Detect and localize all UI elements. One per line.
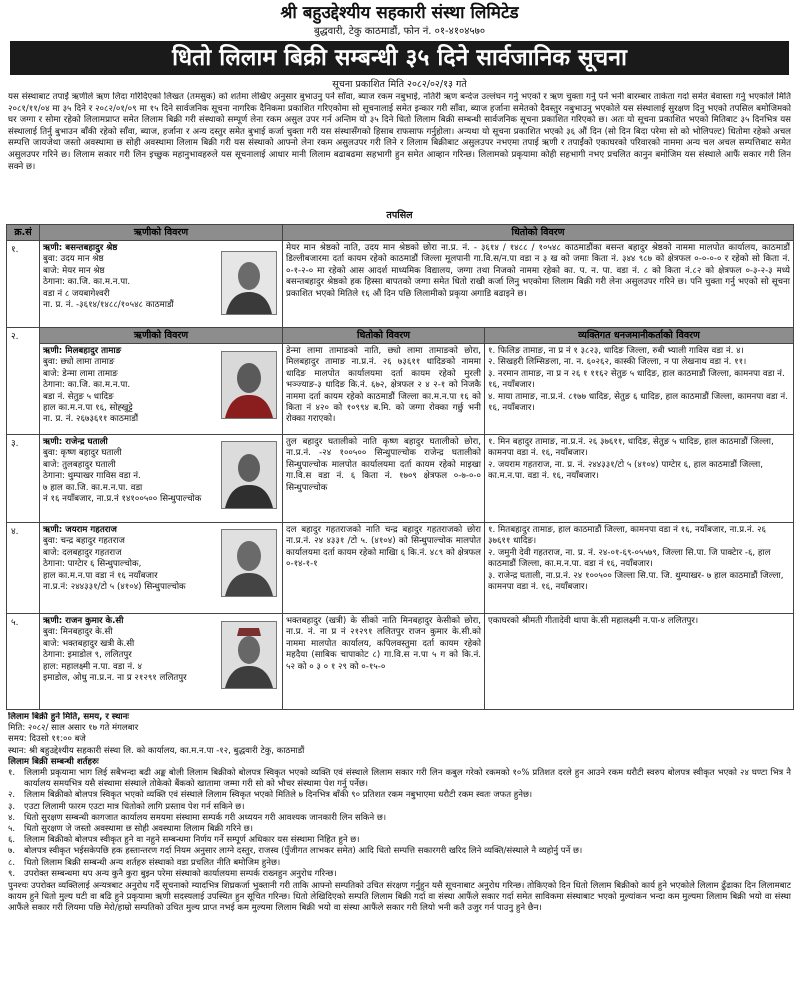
row-2-borrower-photo — [221, 351, 277, 419]
row-3-sn: ३. — [11, 439, 19, 449]
row-3-borrower-citizenship: नं १६ नयाँबजार, ना.प्र.नं १४१००५०० सिन्धुपाल्चोक — [43, 494, 202, 505]
row-3-owner-2: २. जयराम गहतराज, ना. प्र. नं. २४४३३१/टो ५ (४१०४) पाग्टेार ६, हाल काठमाडौं जिल्ला, का.म.न.पा. वडा नं. १६, नयाँबजार। — [488, 459, 763, 482]
row-5-collateral: भक्तबहादुर (खत्री) के सीको नाति मिनबहादुर केसीको छोरा, ना.प्र. नं. ना प्र नं २१२९१ ललितपुर राजन कुमार के.सी.को नाममा मालपोत कार्यालय, कपिलवस्तुमा दर्ता कायम रहेको महदैया (साबिक चापाकोट ८) गा.वि.स न.पा ५ ग को कि.नं. ५२ को ० ३ ० १ २९ को ०-१५-० — [286, 616, 481, 672]
col-header-collateral-2: धितोको विवरण — [283, 328, 484, 343]
condition-item — [8, 824, 791, 835]
condition-number: ९. — [8, 868, 16, 879]
condition-text: एउटा लिलामी फारम एउटा मात्र धितोको लागि प्रस्ताव पेश गर्न सकिने छ। — [24, 801, 245, 812]
grid-line — [484, 328, 485, 709]
row-2-borrower-grandfather: बाजे: डेन्मा लामा तामाङ — [43, 368, 118, 379]
row-4-sn: ४. — [11, 527, 19, 537]
condition-item — [8, 790, 791, 801]
condition-item — [8, 869, 791, 880]
row-1-borrower — [40, 241, 222, 327]
tapsil-heading: तपसिल — [386, 210, 413, 221]
row-2-owner-4: ४. माया तामाङ, ना.प्र.नं. ८१७७ धादिङ, सेतुङ ६ धादिङ, हाल काठमाडौं जिल्ला, कामनपा वडा नं. १६, नयाँबजार। — [488, 391, 788, 414]
grid-line — [7, 522, 793, 523]
grid-line — [39, 225, 40, 709]
col-header-sn: क्र.सं — [7, 225, 39, 240]
row-1-borrower-address: ठेगाना: का.जि. का.म.न.पा. — [43, 277, 131, 288]
row-5-borrower-photo — [221, 621, 277, 689]
grid-line — [7, 240, 793, 241]
condition-number: २. — [8, 790, 16, 801]
row-1-borrower-photo — [221, 251, 277, 315]
row-1-sn: १. — [11, 245, 19, 255]
row-5-owner-1: एकाघरको श्रीमती गीतादेवी थापा के.सी महालक्ष्मी न.पा-४ ललितपुर। — [488, 616, 699, 626]
org-name: श्री बहुउद्देश्यीय सहकारी संस्था लिमिटेड — [280, 3, 519, 23]
grid-line — [282, 225, 283, 709]
row-1-borrower-grandfather: बाजे: मेयर मान श्रेष्ठ — [43, 265, 105, 276]
row-3-borrower-name: ऋणी: राजेन्द्र घताली — [43, 437, 108, 447]
grid-line — [39, 343, 793, 344]
row-3-owner-1: १. मिन बहादुर तामाङ, ना.प्र.नं. २६ ३७६११, धादिङ, सेतुङ ५ धादिङ, हाल काठमाडौं जिल्ला, कामनपा वडा नं. १६, नयाँबजार। — [488, 437, 774, 459]
row-2-sn: २. — [11, 332, 19, 342]
condition-number: १. — [8, 768, 16, 779]
row-5-borrower — [40, 614, 222, 709]
row-3-borrower-photo — [221, 441, 277, 509]
row-5-borrower-name: ऋणी: राजन कुमार के.सी — [43, 616, 124, 626]
col-header-borrower: ऋणीको विवरण — [40, 225, 282, 240]
row-5-borrower-citizenship: इमाडोल, ओधु ना.प्र.न. ना प्र २१२९१ ललितपुर — [43, 673, 187, 684]
row-2-borrower-father: बुवा: छ्यो लामा तामाङ — [43, 357, 115, 368]
conditions-heading: लिलाम बिक्री सम्बन्धी शर्तहरुः — [8, 756, 99, 767]
col-header-collateral: धितोको विवरण — [283, 225, 793, 240]
row-4-owner-1: १. मितबहादुर तामाङ, हाल काठमाडौं जिल्ला, कामनपा वडा नं १६, नयाँबजार, ना.प्र.नं. २६ ३७६११ धादिङ। — [488, 525, 767, 547]
portrait-image — [222, 252, 276, 314]
col-header-owner: व्यक्तिगत धनजमानीकर्ताको विवरण — [485, 328, 793, 343]
condition-number: ५. — [8, 824, 16, 835]
grid-line — [7, 327, 793, 328]
condition-item — [8, 813, 791, 824]
row-3-collateral: तुल बहादुर घतालीको नाति कृष्ण बहादुर घतालीको छोरा, ना.प्र.नं. -२४ १००५०० सिन्धुपाल्चोक राजेन्द्र घतालीको सिन्धुपाल्चोक मालपोत कार्यालयमा दर्ता कायम रहेको माइखा गा.वि.स वडा नं. ६ किता नं. १७०९ क्षेत्रफल ०-७-०-० सिन्धुपाल्चोक — [286, 437, 481, 493]
row-1-collateral: मेयर मान श्रेष्ठको नाति, उदय मान श्रेष्ठको छोरा ना.प्र. नं. - ३६१४ / १४८८ / १०५४८ काठमाडौंका बसन्त बहादुर श्रेष्ठको नाममा मालपोत कार्यालय, काठमाडौं डिल्लीबजारमा दर्ता कायम रहेको काठमाडौं जिल्ला मूलपानी गा.वि.स/न.पा वडा न ३ ख को जमाः किता नं. ३४४ ९८७ को क्षेत्रफल ०-०-०-० र रहेको सो किता नं. ०-१-२-० मा रहेको आस आदर्श माध्यमिक विद्यालय, जग्गा तथा निजको नाममा रहेको का. प. न. पा. वडा नं. ८ को किता नं.८२ को क्षेत्रफल ०-३-२-३ मध्ये बसन्तबहादुर श्रेष्ठको हक हिस्सा बापतको जग्गा समेत धितो राखी कर्जा लिनु भएकोमा लिलाम बिक्री गरी लेना असुलउपर गरिने छ। पनि चुक्ता गर्नु भएको सो सूचना प्रकाशित भएको मितिले १६ औं दिन पछि लिलामीको प्रकृया अगाडि बढाइने छ। — [286, 243, 790, 299]
condition-text: बोलपत्र स्वीकृत भईसकेपछि हक हस्तान्तरण गर्दा नियम अनुसार लाग्ने दस्तुर, राजस्व (पुँजीगत लाभकर समेत) आदि धितो सम्पत्ति सकारगरी खरिद लिने व्यक्ति/संस्थाले नै व्यहोर्नु पर्ने छ। — [24, 846, 583, 857]
row-5-borrower-grandfather: बाजे: भक्तबहादुर खत्री के.सी — [43, 638, 135, 649]
grid-line — [7, 434, 793, 435]
row-1-borrower-father: बुवा: उदय मान श्रेष्ठ — [43, 254, 104, 265]
condition-item — [8, 835, 791, 846]
auction-date: मिति: २०८२/ साल असार १७ गते मंगलबार — [8, 723, 139, 734]
row-5-borrower-current: हाल: महालक्ष्मी न.पा. वडा नं. ४ — [43, 661, 143, 672]
row-2-borrower-name: ऋणी: मिलबहादुर तामाङ — [43, 346, 122, 356]
row-4-borrower-current: हाल का.म.न.पा वडा नं १६ नयाँबजार — [43, 570, 158, 581]
row-2-borrower-citizenship: ना. प्र. नं. २६७३६११ काठमाडौं — [43, 414, 139, 425]
portrait-image — [222, 442, 276, 508]
row-3-borrower-current: ७ हाल का.जि. का.म.न.पा. वडा — [43, 482, 143, 493]
row-3-borrower-father: बुवा: कृष्ण बहादुर घताली — [43, 448, 122, 459]
row-4-borrower-photo — [221, 529, 277, 597]
condition-number: ७. — [8, 846, 16, 857]
row-1-borrower-name: ऋणी: बसन्तबहादुर श्रेष्ठ — [43, 243, 118, 253]
condition-item — [8, 768, 791, 790]
intro-paragraph: यस संस्थाबाट तपाईं ऋणीले ऋण लिदा गरिदिएको लिखत (तमसुक) को शर्तमा लेखिए अनुसार बुभाउनु पर्ने साँवा, ब्याज रकम नबुभाई, नतिरी ऋण बन्देज उल्लंघन गर्नु भएको र ऋण चुक्ता गर्नु पर्ने भनी बारम्बार ताकेता गर्दा समेत बेवास्ता गर्नु भएकोले मिति २०८१/११/०४ मा ३५ दिने र २०८२/०१/०९ मा १५ दिने सार्वजनिक सूचना नागरिक दैनिकमा प्रकाशित गरिएकोमा सो सूचनालाई समेत इन्कार गरी साँवा, ब्याज हर्जाना समेतको दैवस्तुर नबुभाउनु भएकोले यस संस्थालाई सुरक्षण दिनु भएको तपसिल बमोजिमको घर जग्गा र सोमा रहेको लिलामप्राप्त समेत लिलाम बिक्री गरी संस्थाको सम्पूर्ण लेना रकम असुल उपर गर्न अन्तिम यो ३५ दिने धितो लिलाम बिक्री सम्बन्धी सार्वजनिक सूचना प्रकाशित गरिएको छ। अतः यो सूचना प्रकाशित भएको मितिबाट ३५ दिनभित्र यस संस्थालाई तिर्नु बुभाउन बाँकी रहेको साँवा, ब्याज, हर्जाना र अन्य दस्तुर समेत बुभाई कर्जा चुक्ता गरी यस संस्थासँगको हिसाब राफसाफ गर्नुहोला। अन्यथा यो सूचना प्रकाशित भएको ३६ औं दिन (सो दिन बिदा परेमा सो को भोलिपल्ट) धितोमा रहेको अचल सम्पत्ति जायजेथा जस्तो अवस्थामा छ सोही अवस्थामा लिलाम बिक्री गरी यस संस्थाको आफ्नो लेना रकम असुलउपर गरी लिने र लिलाम बिक्रीबाट असुलउपर नभएमा तपाई ऋणी र तपाईंको एकाघरको परिवारको नाममा अन्य चल अचल सम्पत्तिबाट समेत असुलउपर गरिने छ। लिलाम सकार गरी लिन इच्छुक महानुभावहरुले यस सूचनालाई आधार मानी लिलाम बढाबढमा सहभागी हुन समेत आव्हान गरिन्छ। लिलामको प्रकृयामा कोही सहभागी नभए प्रचलित कानुन बमोजिम यस संस्थाले आफैं सकार गरी लिन सक्ने छ। — [8, 92, 791, 172]
portrait-image — [222, 352, 276, 418]
row-2-owner-1: १. फिलिङ तामाङ, ना प्र नं १ ३८२३, धादिङ जिल्ला, रुबी भ्याली गाविस वडा नं. ४। — [488, 346, 744, 356]
row-4-owners — [485, 523, 793, 613]
condition-text: उपरोक्त सम्बन्धमा थप अन्य कुनै कुरा बुझ्न परेमा संस्थाको कार्यालयमा सम्पर्क राख्नहुन अनुरोध गरिन्छ। — [24, 868, 337, 879]
row-2-borrower-current: हाल का.म.न.पा १६, सोह्खुट्टे — [43, 403, 133, 414]
row-2-owner-3: ३. नरमान तामाङ, ना प्र न २६ १ ११६२ सेतुङ ५ धादिङ, हाल काठमाडौं जिल्ला, कामनपा वडा नं. १६, नयाँबजार। — [488, 368, 785, 391]
auction-heading: लिलाम बिक्री हुने मिति, समय, र स्थानः — [8, 712, 130, 722]
org-address: बुद्धवारी, टेकु काठमाडौं, फोन नं. ०१-४१०४५७० — [313, 26, 486, 37]
condition-number: ३. — [8, 801, 16, 812]
collateral-table — [6, 224, 794, 710]
row-1-borrower-ward: वडा नं ८ जयबागेश्वरी — [43, 288, 110, 299]
condition-item — [8, 846, 791, 857]
row-4-borrower — [40, 523, 222, 613]
row-2-collateral: डेन्मा लामा तामाङको नाति, छ्यो लामा तामाङको छोरा, मिलबहादुर तामाङ ना.प्र.नं. २६ ७३६११ धादिङको नाममा धादिङ मालपोत कार्यालयमा दर्ता कायम रहेको मुरली भञ्ज्याङ-३ धादिङ कि.नं. ६७२, क्षेत्रफल २ ४ २-१ को निजकै नाममा दर्ता कायम रहेको काठमाडौं जिल्ला का.म.न.पा १६ को किता नं ४२० को १०९९४ ब.मि. को जग्गा रोक्का गर्छु भनी रोक्का गराएको। — [286, 346, 481, 425]
grid-line — [7, 613, 793, 614]
condition-number: ६. — [8, 835, 16, 846]
row-5-sn: ५. — [11, 618, 19, 628]
condition-item — [8, 802, 791, 813]
row-5-borrower-father: बुवा: मिनबहादुर के.सी — [43, 627, 113, 638]
postscript-note: पुनश्चः उपरोक्त व्यक्तिलाई अन्यत्रबाट अनुरोध गर्दै सूचनाको म्यादभित्र शिघ्रकर्जा भुक्तानी गरी ताकि आफ्नो सम्पतिको उचित संरक्षण गर्नुहुन यसै सूचनाबाट अनुरोध गरिन्छ। तोकिएको दिन धितो लिलाम बिक्रीको कार्य हुने भएकोले लिलाम ढुँढाका दिन लिलामबाट कायम हुने धितो मुल्य घटी वा बढि हुने प्रकृयामा ऋणी सदस्यलाई उपस्थित हुन सूचित गरिन्छ। धितो लेखिदिएको सम्पति लिलाम बिक्री गर्दा वा संस्था आफैंले सकार गर्दा समेत साविकमा संस्थाबाट भएको मुल्यांकन भन्दा कम मुल्यमा लिलाम बिक्री भयो वा संस्था आफैंले सकार गरी लियमा पछि मेरो/हाम्रो सम्पतिको उचित मुल्य प्राप्त नभई कम मुल्यमा लिलाम बिक्री भयो वा संस्था आफैंले सकार गरी लियो भनी कतै उजुर गर्न पाउनु हुने छैन। — [8, 881, 791, 914]
portrait-image — [222, 530, 276, 596]
row-2-owner-2: २. सिखहरी लिम्सिङला, ना. न. ६०२६२, कास्की जिल्ला, न पा लेखनाथ वडा नं. ११। — [488, 357, 747, 368]
row-5-owners — [485, 614, 793, 709]
condition-text: धितो सुरक्षण सम्बन्धी कागजात कार्यालय समयमा संस्थामा सम्पर्क गरी अध्ययन गरी आवश्यक जानकारी लिन सकिने छ। — [24, 812, 387, 823]
row-4-owner-3: ३. राजेन्द्र घताली, ना.प्र.नं. २४ १००५०० जिल्ला सि.पा. जि. थुम्पाखर- ७ हाल काठमाडौं जिल्ला, कामनपा वडा नं. १६, नयाँबजार। — [488, 570, 784, 593]
row-5-borrower-address: ठेगाना: इमाडोल ९, ललितपुर — [43, 650, 132, 661]
row-2-borrower-address: ठेगाना: का.जि. का.म.न.पा. — [43, 380, 131, 391]
condition-number: ८. — [8, 857, 16, 868]
condition-item — [8, 858, 791, 869]
row-4-collateral: दल बहादुर गहतराजको नाति चन्द्र बहादुर गहतराजको छोरा ना.प्र.नं. २४ ४३३१ /टो ५. (४१०४) को सिन्धुपाल्चोक मालपोत कार्यालयमा दर्ता कायम रहेको माखिा ६ कि.नं. ४८९ को क्षेत्रफल ०-१४-१-१ — [286, 525, 481, 570]
condition-number: ४. — [8, 812, 16, 823]
condition-text: लिलामी प्रकृयामा भाग लिई सबैभन्दा बढी अङ्क बोली लिलाम बिक्रीको बोलपत्र स्विकृत भएको व्यक्ति एवं संस्थाले लिलाम सकार गरी लिन कबुल गरेको रकमको १०% प्रतिशत दरले हुन आउने रकम धरौटी स्वरुप बोलपत्र स्वीकृत भएको २४ घण्टा भित्र नै कार्यालय समयभित्र यसै संस्थामा संस्थाले तोकेको बैंकको खातामा जम्मा गरी सो को भौचर संस्थामा पेश गर्नु पर्नेछ। — [24, 768, 791, 790]
row-3-owners — [485, 435, 793, 522]
row-4-borrower-citizenship: ना.प्र.नं: २४४३३१/टो ५ (४१०४) सिन्धुपाल्चोक — [43, 582, 186, 593]
auction-details — [8, 712, 791, 984]
row-2-borrower-ward: बडा नं. सेतुङ ५ धादिङ — [43, 391, 114, 402]
row-4-borrower-grandfather: बाजे: दलबहादुर गहतराज — [43, 547, 122, 558]
auction-time: समय: दिउसो ११:०० बजे — [8, 734, 86, 745]
notice-title-banner: धितो लिलाम बिक्री सम्बन्धी ३५ दिने सार्वजानिक सूचना — [10, 41, 789, 75]
row-2-owners — [485, 344, 793, 434]
row-4-borrower-name: ऋणी: जयराम गहतराज — [43, 525, 117, 535]
row-2-borrower — [40, 344, 222, 434]
row-4-borrower-father: बुवा: चन्द्र बहादुर गहतराज — [43, 536, 125, 547]
publish-date: सूचना प्रकाशित मिति २०८२/०२/१३ गते — [332, 79, 467, 90]
condition-text: धितो लिलाम बिक्री सम्बन्धी अन्य शर्तहरु संस्थाको वडा प्रचलित नीति बमोजिम हुनेछ। — [24, 857, 281, 868]
row-3-borrower-address: ठेगाना: थुम्पाखर गाविस वडा नं. — [43, 471, 141, 482]
col-header-borrower-2: ऋणीको विवरण — [40, 328, 282, 343]
condition-text: धितो सुरक्षण जे जस्तो अवस्थामा छ सोही अवस्थामा लिलाम बिक्री गरिने छ। — [24, 824, 253, 835]
condition-text: लिलाम बिक्रीको बोलपत्र स्विकृत भएको व्यक्ति एवं संस्थाले लिलाम स्विकृत भएको मितिले ७ दिनभित्र बाँकी ९० प्रतिशत रकम नबुभाएमा धरौटी रकम स्वतः जफत हुनेछ। — [24, 790, 533, 801]
auction-place: स्थान: श्री बहुउद्देश्यीय सहकारी संस्था लि. को कार्यालय, का.म.न.पा -१२, बुद्धवारी टेकु, काठमाडौं — [8, 745, 305, 756]
row-4-borrower-address: ठेगाना: पाग्टेार ६ सिन्धुपाल्चोक, — [43, 559, 142, 570]
row-3-borrower-grandfather: बाजे: तुलबहादुर घताली — [43, 459, 116, 470]
condition-text: लिलाम बिक्रीको बोलपत्र स्वीकृत हुने वा नहुने सम्बन्धमा निर्णय गर्ने सम्पूर्ण अधिकार यस संस्थामा निहित हुने छ। — [24, 835, 360, 846]
row-3-borrower — [40, 435, 222, 522]
row-1-borrower-citizenship: ना. प्र. नं. -३६१४/१४८८/१०५४८ काठमाडौं — [43, 300, 174, 311]
row-4-owner-2: २. जमुनी देवी गहतराज, ना. प्र. नं. २४-०१-६९-०५५७९, जिल्ला सि.पा. जि पाक्टेार -६, हाल काठमाडौं जिल्ला, का.म.न.पा. वडा नं १६, नयाँबजार। — [488, 547, 771, 570]
portrait-image — [222, 622, 276, 688]
